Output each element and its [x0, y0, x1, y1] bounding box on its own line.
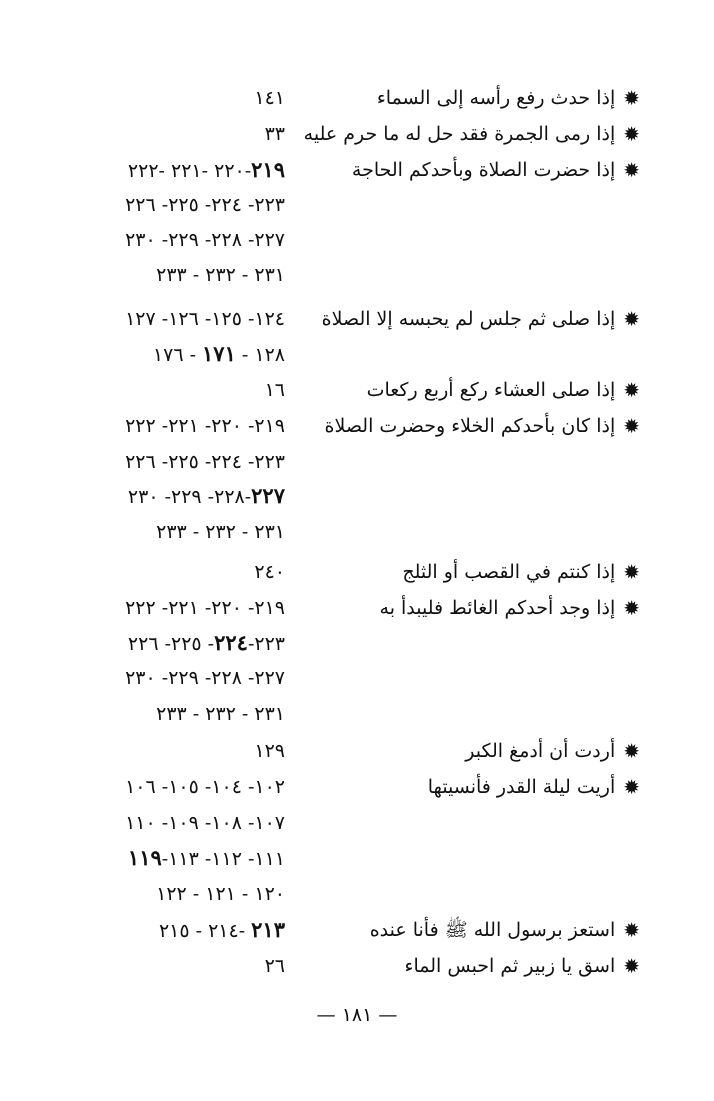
page-references [40, 478, 285, 515]
reference-numbers: ٢٣١ - ٢٣٢ - ٢٣٣ [156, 521, 285, 543]
page-references [40, 805, 285, 841]
reference-numbers: ٢٣١ - ٢٣٢ - ٢٣٣ [156, 703, 285, 725]
page-references [40, 948, 285, 984]
entry-text: إذا حضرت الصلاة وبأحدكم الحاجة [351, 159, 616, 181]
reference-numbers: ١٠٢- ١٠٤- ١٠٥- ١٠٦ [125, 776, 285, 798]
index-row [40, 840, 640, 876]
entry-text: إذا صلى ثم جلس لم يحبسه إلا الصلاة [321, 308, 616, 330]
primary-reference: ١٧١ [202, 341, 236, 366]
entry-text: أردت أن أدمغ الكبر [465, 740, 616, 762]
reference-numbers: ٢٣١ - ٢٣٢ - ٢٣٣ [156, 264, 285, 286]
index-entry [380, 590, 640, 626]
page-references [40, 152, 285, 189]
star-bullet-icon: ✹ [623, 307, 640, 331]
star-bullet-icon: ✹ [623, 775, 640, 799]
entry-text: إذا كان بأحدكم الخلاء وحضرت الصلاة [324, 415, 616, 437]
reference-numbers: ٢١٩- ٢٢٠- ٢٢١- ٢٢٢ [125, 415, 285, 437]
entry-text: إذا رمى الجمرة فقد حل له ما حرم عليه [303, 123, 616, 145]
reference-numbers: ١٢٠ - ١٢١ - ١٢٢ [156, 883, 285, 905]
reference-numbers: ٢٢٣- [247, 633, 285, 655]
reference-numbers: ٢٢٣- ٢٢٤- ٢٢٥- ٢٢٦ [125, 451, 285, 473]
index-row [40, 116, 640, 152]
index-row [40, 301, 640, 337]
reference-numbers: - ١٧٦ [152, 344, 203, 366]
index-row [40, 948, 640, 984]
index-row [40, 152, 640, 188]
index-entry [352, 152, 640, 188]
reference-numbers: ١٦ [264, 379, 285, 401]
page-references [40, 222, 285, 258]
entry-text: إذا حدث رفع رأسه إلى السماء [376, 87, 616, 109]
star-bullet-icon: ✹ [623, 954, 640, 978]
reference-numbers: ١١١- ١١٢- ١١٣- [161, 848, 285, 870]
page-references [40, 554, 285, 590]
entry-text: استعز برسول الله ﷺ فأنا عنده [369, 919, 616, 941]
star-bullet-icon: ✹ [623, 739, 640, 763]
page-references [40, 116, 285, 152]
page-references [40, 912, 285, 949]
primary-reference: ٢٢٧ [251, 483, 285, 508]
reference-numbers: ١٢٤- ١٢٥- ١٢٦- ١٢٧ [125, 308, 285, 330]
reference-numbers: ٢٢٣- ٢٢٤- ٢٢٥- ٢٢٦ [125, 194, 285, 216]
index-row [40, 876, 640, 912]
star-bullet-icon: ✹ [623, 86, 640, 110]
index-row [40, 554, 640, 590]
reference-numbers: ٣٣ [264, 123, 285, 145]
index-entry [402, 554, 640, 590]
reference-numbers: ٢٤٠ [254, 561, 285, 583]
page-references [40, 187, 285, 223]
index-row [40, 187, 640, 223]
page-references [40, 80, 285, 116]
reference-numbers: - ٢٢٥- ٢٢٦ [127, 633, 215, 655]
reference-numbers: ١٤١ [254, 87, 285, 109]
star-bullet-icon: ✹ [623, 596, 640, 620]
reference-numbers: -٢٢٠ -٢٢١ -٢٢٢ [127, 160, 252, 182]
page-references [40, 769, 285, 805]
primary-reference: ٢١٩ [251, 157, 285, 182]
page-references [40, 336, 285, 373]
primary-reference: ٢٢٤ [214, 630, 248, 655]
page-references [40, 257, 285, 293]
entry-text: اسق يا زبير ثم احبس الماء [404, 955, 616, 977]
page-references [40, 514, 285, 550]
star-bullet-icon: ✹ [623, 918, 640, 942]
index-entry [322, 301, 640, 337]
index-entry [428, 769, 640, 805]
index-row [40, 769, 640, 805]
index-row [40, 257, 640, 293]
page-references [40, 408, 285, 444]
reference-numbers: ١٠٧- ١٠٨- ١٠٩- ١١٠ [125, 812, 285, 834]
page-references [40, 372, 285, 408]
index-row [40, 590, 640, 626]
reference-numbers: ٢٦ [264, 955, 285, 977]
reference-numbers: ٢٢٧- ٢٢٨- ٢٢٩- ٢٣٠ [125, 667, 285, 689]
index-row [40, 222, 640, 258]
star-bullet-icon: ✹ [623, 378, 640, 402]
entry-text: إذا صلى العشاء ركع أربع ركعات [366, 379, 616, 401]
index-row [40, 336, 640, 372]
index-row [40, 733, 640, 769]
index-row [40, 660, 640, 696]
index-row [40, 625, 640, 661]
reference-numbers: ٢١٩- ٢٢٠- ٢٢١- ٢٢٢ [125, 597, 285, 619]
entry-text: إذا كنتم في القصب أو الثلج [402, 561, 616, 583]
star-bullet-icon: ✹ [623, 414, 640, 438]
index-row [40, 478, 640, 514]
reference-numbers: ٢٢٧- ٢٢٨- ٢٢٩- ٢٣٠ [125, 229, 285, 251]
star-bullet-icon: ✹ [623, 158, 640, 182]
index-entry [325, 408, 640, 444]
index-row [40, 514, 640, 550]
reference-numbers: -٢١٤ - ٢١٥ [158, 920, 252, 942]
page-references [40, 444, 285, 480]
index-entry [465, 733, 640, 769]
index-entry [377, 80, 640, 116]
index-row [40, 444, 640, 480]
page-references [40, 840, 285, 877]
entry-text: أريت ليلة القدر فأنسيتها [427, 776, 616, 798]
page-references [40, 660, 285, 696]
index-row [40, 80, 640, 116]
page-references [40, 733, 285, 769]
reference-numbers: ١٢٨ - [235, 344, 285, 366]
page-references [40, 696, 285, 732]
page-references [40, 876, 285, 912]
page-references [40, 301, 285, 337]
page-references [40, 625, 285, 662]
index-entry [405, 948, 640, 984]
primary-reference: ١١٩ [127, 845, 162, 870]
star-bullet-icon: ✹ [623, 560, 640, 584]
index-row [40, 912, 640, 948]
entry-text: إذا وجد أحدكم الغائط فليبدأ به [379, 597, 616, 619]
reference-numbers: -٢٢٨- ٢٢٩- ٢٣٠ [127, 486, 252, 508]
index-row [40, 696, 640, 732]
page-number: — ١٨١ — [316, 1004, 398, 1026]
index-entry [367, 372, 640, 408]
index-row [40, 805, 640, 841]
index-entry [370, 912, 640, 948]
index-entry [304, 116, 640, 152]
star-bullet-icon: ✹ [623, 122, 640, 146]
primary-reference: ٢١٣ [251, 917, 285, 942]
index-row [40, 408, 640, 444]
reference-numbers: ١٢٩ [254, 740, 285, 762]
index-row [40, 372, 640, 408]
page-references [40, 590, 285, 626]
